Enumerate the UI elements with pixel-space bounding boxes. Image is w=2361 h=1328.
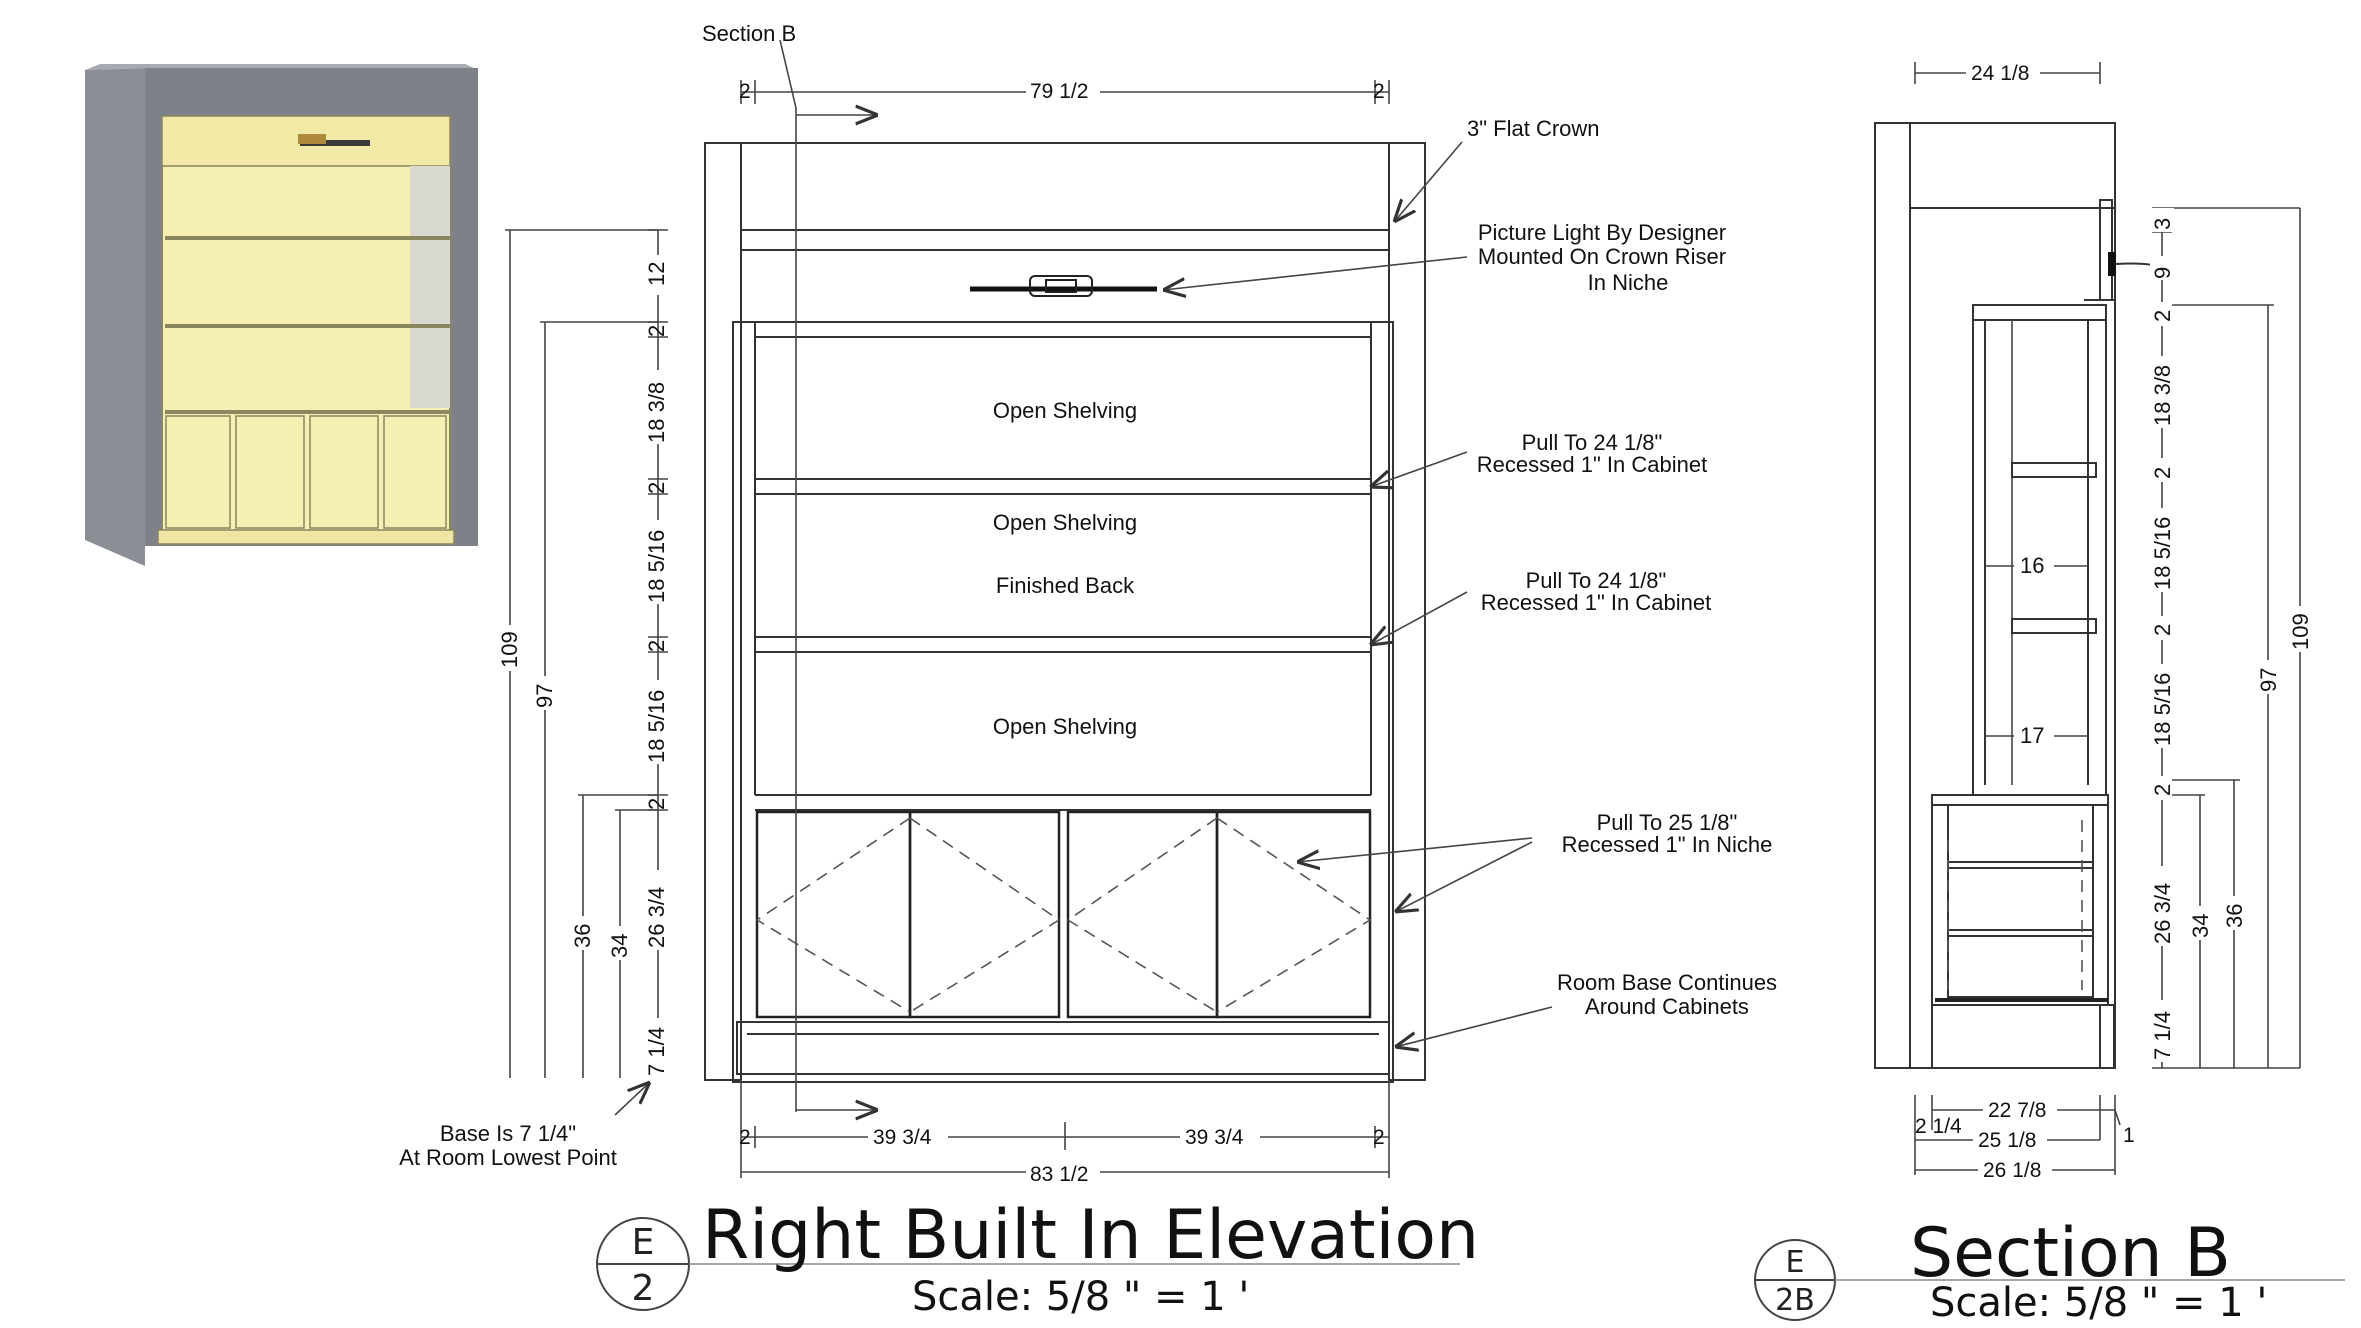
elevation-title-block (597, 1196, 1479, 1320)
section-crown-riser (2100, 200, 2112, 300)
render-niche-shadow (410, 166, 450, 408)
render-light-base (298, 134, 326, 144)
overall-36: 36 (570, 923, 595, 948)
render-door-3 (310, 416, 378, 528)
callout-picture-light-3: In Niche (1587, 270, 1669, 295)
dim-v-2d: 2 (644, 797, 669, 810)
dim-top-right: 2 (1373, 80, 1385, 103)
section-v-3: 3 (2150, 217, 2175, 230)
callout-room-base-1: Room Base Continues (1556, 970, 1778, 995)
section-v-2d: 2 (2150, 783, 2175, 796)
right-stile (1389, 143, 1425, 1080)
door-group (757, 812, 1370, 1017)
dim-top-left: 2 (739, 80, 751, 103)
section-top-width: 24 1/8 (1971, 62, 2030, 85)
dim-v-18-5-16a: 18 5/16 (644, 529, 669, 603)
dim-v-7-1-4: 7 1/4 (644, 1027, 669, 1076)
dim-v-2b: 2 (644, 481, 669, 494)
section-depth-16: 16 (2020, 553, 2045, 578)
label-open-shelving-1: Open Shelving (992, 398, 1138, 423)
render-door-4 (384, 416, 446, 528)
left-stile (705, 143, 741, 1080)
callout-room-base-2: Around Cabinets (1585, 994, 1749, 1019)
callout-picture-light-2: Mounted On Crown Riser (1477, 244, 1727, 269)
dim-v-2c: 2 (644, 639, 669, 652)
dim-bottom-right: 2 (1373, 1126, 1385, 1149)
callout-pull-3-line2: Recessed 1" In Niche (1561, 832, 1773, 857)
callout-pull-2-line1: Pull To 24 1/8" (1525, 568, 1667, 593)
section-v-26-3-4: 26 3/4 (2150, 882, 2175, 944)
elevation-drawing (399, 21, 1777, 1186)
callout-crown: 3" Flat Crown (1467, 116, 1600, 141)
section-badge-bottom: 2B (1775, 1283, 1815, 1318)
door-1 (757, 812, 910, 1017)
dim-top-center: 79 1/2 (1030, 80, 1089, 103)
callout-pull-1-line1: Pull To 24 1/8" (1521, 430, 1663, 455)
dim-v-2a: 2 (644, 324, 669, 337)
section-base (1932, 1005, 2114, 1068)
section-bottom-dims (1915, 1095, 2135, 1182)
section-v-18-3-8: 18 3/8 (2150, 364, 2175, 426)
overall-34: 34 (607, 933, 632, 958)
elevation-title: Right Built In Elevation (702, 1196, 1480, 1275)
vertical-dimension-chain (497, 230, 670, 1080)
cabinet-3d-render (85, 64, 478, 566)
render-door-1 (166, 416, 230, 528)
label-open-shelving-3: Open Shelving (992, 714, 1138, 739)
section-v-9: 9 (2150, 266, 2175, 279)
section-v-18-5-16b: 18 5/16 (2150, 672, 2175, 746)
section-title: Section B (1910, 1214, 2231, 1293)
section-v-2a: 2 (2150, 309, 2175, 322)
callout-pull-2-line2: Recessed 1" In Cabinet (1480, 590, 1712, 615)
overall-109: 109 (497, 631, 522, 668)
label-finished-back: Finished Back (995, 573, 1135, 598)
cabinet-base (737, 1022, 1389, 1074)
dim-v-18-3-8: 18 3/8 (644, 381, 669, 443)
elevation-badge-top: E (631, 1222, 655, 1263)
section-b-26-1-8: 26 1/8 (1983, 1159, 2042, 1182)
section-b-drawing (1875, 60, 2313, 1182)
dim-v-26-3-4: 26 3/4 (644, 886, 669, 948)
callout-pull-3-line1: Pull To 25 1/8" (1596, 810, 1738, 835)
section-v-97: 97 (2256, 667, 2281, 692)
dim-bottom-overall: 83 1/2 (1030, 1163, 1089, 1186)
door-4 (1217, 812, 1370, 1017)
section-upper-cabinet (1973, 305, 2106, 795)
door-2 (910, 812, 1059, 1017)
render-left-side (85, 68, 145, 566)
dim-bottom-half-a: 39 3/4 (873, 1126, 932, 1149)
section-v-34: 34 (2188, 913, 2213, 938)
section-vertical-chain (2150, 208, 2313, 1068)
section-v-109: 109 (2288, 613, 2313, 650)
section-depth-17: 17 (2020, 723, 2045, 748)
section-b-1: 1 (2123, 1124, 2135, 1147)
section-v-2b: 2 (2150, 466, 2175, 479)
section-shelf-1 (2012, 463, 2096, 477)
callout-picture-light-1: Picture Light By Designer (1477, 220, 1727, 245)
elevation-scale: Scale: 5/8 " = 1 ' (912, 1274, 1250, 1320)
section-v-7-1-4: 7 1/4 (2150, 1011, 2175, 1060)
section-b-2-1-4: 2 1/4 (1915, 1115, 1962, 1138)
section-shelf-2 (2012, 619, 2096, 633)
label-open-shelving-2: Open Shelving (992, 510, 1138, 535)
dim-bottom-half-b: 39 3/4 (1185, 1126, 1244, 1149)
section-badge-top: E (1785, 1245, 1805, 1280)
callout-base-note-1: Base Is 7 1/4" (439, 1121, 577, 1146)
door-3 (1068, 812, 1217, 1017)
section-scale: Scale: 5/8 " = 1 ' (1930, 1280, 2268, 1326)
callouts (399, 116, 1777, 1170)
section-v-18-5-16a: 18 5/16 (2150, 516, 2175, 590)
section-b-22-7-8: 22 7/8 (1988, 1099, 2047, 1122)
section-b-marker: Section B (702, 21, 797, 46)
section-v-36: 36 (2222, 903, 2247, 928)
callout-base-note-2: At Room Lowest Point (399, 1145, 617, 1170)
section-title-block (1755, 1214, 2345, 1326)
section-b-25-1-8: 25 1/8 (1978, 1129, 2037, 1152)
elevation-badge-bottom: 2 (631, 1268, 655, 1309)
render-door-2 (236, 416, 304, 528)
overall-97: 97 (532, 683, 557, 708)
inner-cabinet (733, 322, 1393, 1082)
dim-bottom-left: 2 (739, 1126, 751, 1149)
render-base (158, 530, 454, 544)
callout-pull-1-line2: Recessed 1" In Cabinet (1476, 452, 1708, 477)
dim-v-18-5-16b: 18 5/16 (644, 689, 669, 763)
dim-v-12: 12 (644, 261, 669, 286)
section-v-2c: 2 (2150, 623, 2175, 636)
